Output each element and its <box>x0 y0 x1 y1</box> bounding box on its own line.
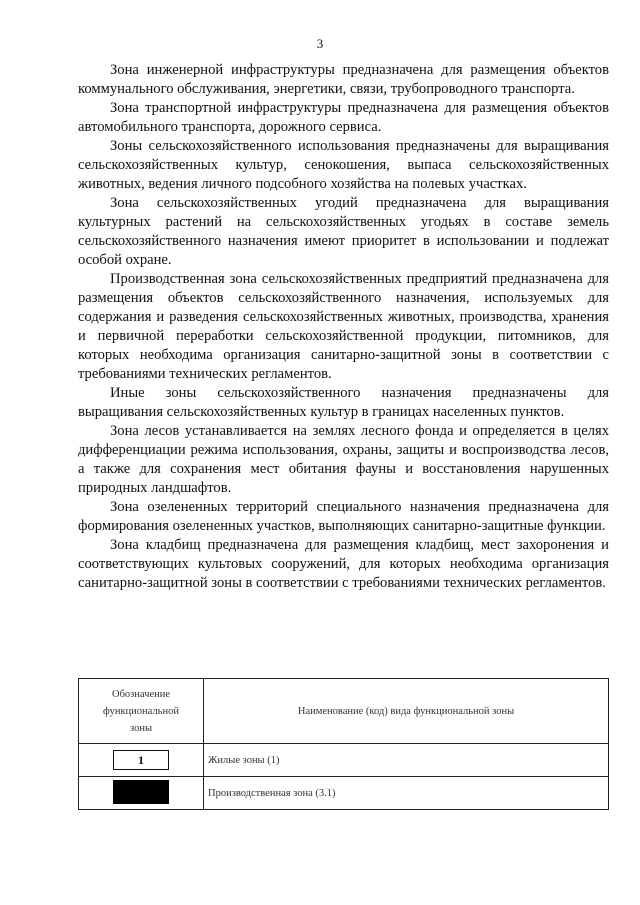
paragraph-agricultural-land: Зона сельскохозяйственных угодий предназначена для выращивания культурных растений на сельскохозяйственных угодьях в составе земель сельскохозяйственного назначения имеют приоритет в использовании и подлежат особой охране. <box>78 195 609 268</box>
legend-row <box>79 777 609 810</box>
legend-symbol-cell <box>79 777 204 810</box>
paragraph-agricultural-production: Производственная зона сельскохозяйственных предприятий предназначена для размещения объектов сельскохозяйственного назначения, используемых для содержания и разведения сельскохозяйственных животных, производства, хранения и первичной переработки сельскохозяйственной продукции, питомников, для которых необходима организация санитарно-защитной зоны в соответствии с требованиями технических регламентов. <box>78 271 609 382</box>
paragraph-forest-zone: Зона лесов устанавливается на землях лесного фонда и определяется в целях дифференциации режима использования, охраны, защиты и воспроизводства лесов, а также для сохранения мест обитания фауны и восстановления нарушенных природных ландшафтов. <box>78 423 609 496</box>
paragraph-engineering-infrastructure: Зона инженерной инфраструктуры предназначена для размещения объектов коммунального обслуживания, энергетики, связи, трубопроводного транспорта. <box>78 62 609 97</box>
paragraph-other-agricultural: Иные зоны сельскохозяйственного назначения предназначены для выращивания сельскохозяйственных культур в границах населенных пунктов. <box>78 385 609 420</box>
legend-name-cell: Производственная зона (3.1) <box>204 777 609 810</box>
legend-symbol-cell <box>79 744 204 777</box>
legend-row <box>79 744 609 777</box>
page-number: 3 <box>316 36 324 51</box>
residential-zone-swatch: 1 <box>113 750 169 770</box>
legend-header-symbol: Обозначение функциональной зоны <box>79 679 204 744</box>
legend-header-name: Наименование (код) вида функциональной зоны <box>204 679 609 744</box>
paragraph-cemetery-zone: Зона кладбищ предназначена для размещения кладбищ, мест захоронения и соответствующих культовых сооружений, для которых необходима организация санитарно-защитной зоны в соответствии с требованиями технических регламентов. <box>78 537 609 591</box>
paragraph-green-zone: Зона озелененных территорий специального назначения предназначена для формирования озелененных участков, выполняющих санитарно-защитные функции. <box>78 499 609 534</box>
body-text <box>78 61 609 593</box>
legend-name-cell: Жилые зоны (1) <box>204 744 609 777</box>
production-zone-swatch <box>113 780 169 804</box>
legend-table <box>78 678 609 810</box>
paragraph-agricultural-use: Зоны сельскохозяйственного использования предназначены для выращивания сельскохозяйственных культур, сенокошения, выпаса сельскохозяйственных животных, ведения личного подсобного хозяйства на полевых участках. <box>78 138 609 192</box>
paragraph-transport-infrastructure: Зона транспортной инфраструктуры предназначена для размещения объектов автомобильного транспорта, дорожного сервиса. <box>78 100 609 135</box>
legend-header-row <box>79 679 609 744</box>
